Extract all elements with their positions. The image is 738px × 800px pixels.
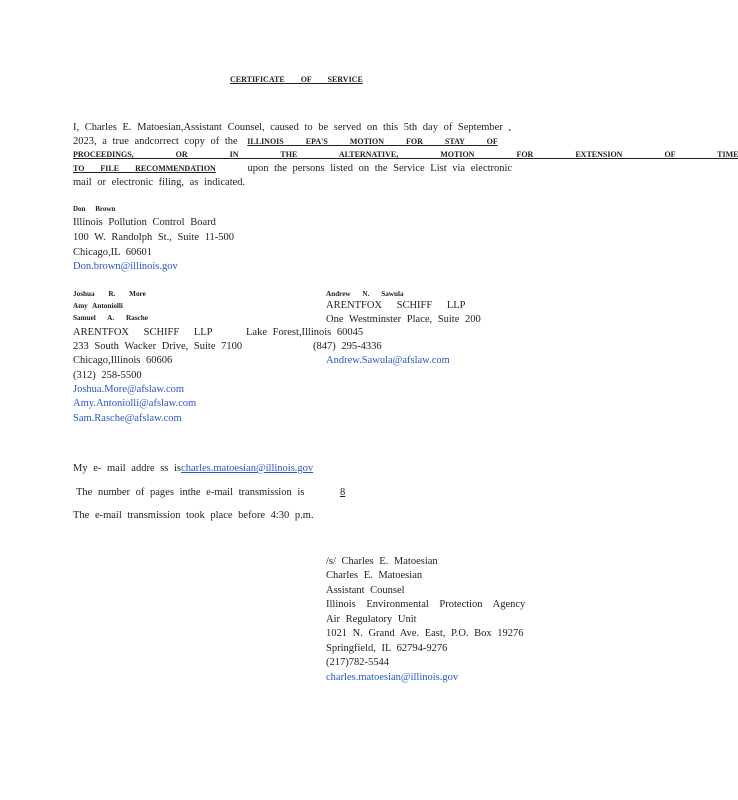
recipient-city: Chicago,IL 60601 — [73, 247, 153, 258]
intro-line-2 — [73, 135, 498, 149]
recipient-name: Andrew N. Sawula — [326, 290, 404, 298]
signer-phone: (217)782-5544 — [326, 657, 389, 668]
email-line — [73, 462, 343, 476]
intro-line-5: mail or electronic filing, as indicated. — [73, 177, 246, 188]
recipient-name: Don Brown — [73, 205, 116, 213]
signer-city: Springfield, IL 62794-9276 — [326, 643, 448, 654]
recipient-email[interactable]: Don.brown@illinois.gov — [73, 261, 178, 272]
time-line: The e-mail transmission took place before 4:30 p.m. — [73, 510, 314, 521]
recipient-name: Joshua R. More — [73, 290, 146, 298]
recipient-phone: (312) 258-5500 — [73, 370, 142, 381]
recipient-org: ARENTFOX SCHIFF LLP — [73, 327, 213, 338]
signer-unit: Air Regulatory Unit — [326, 614, 417, 625]
signer-title: Assistant Counsel — [326, 585, 405, 596]
pages-count: 8 — [339, 487, 346, 498]
intro-line-1: I, Charles E. Matoesian,Assistant Counsel, caused to be served on this 5th day of September , — [73, 122, 512, 133]
signer-agency: Illinois Environmental Protection Agency — [326, 599, 526, 610]
recipient-email[interactable]: Amy.Antoniolli@afslaw.com — [73, 398, 197, 409]
signer-email[interactable]: charles.matoesian@illinois.gov — [326, 672, 459, 683]
sender-email[interactable]: charles.matoesian@illinois.gov — [181, 463, 314, 474]
recipient-name: Samuel A. Rasche — [73, 314, 148, 322]
signature: /s/ Charles E. Matoesian — [326, 556, 438, 567]
motion-caption-2: PROCEEDINGS, OR IN THE ALTERNATIVE, MOTION FOR EXTENSION OF TIME — [73, 150, 738, 159]
recipient-email[interactable]: Joshua.More@afslaw.com — [73, 384, 185, 395]
recipient-email[interactable]: Andrew.Sawula@afslaw.com — [326, 355, 450, 366]
signer-address: 1021 N. Grand Ave. East, P.O. Box 19276 — [326, 628, 524, 639]
recipient-city: Chicago,Illinois 60606 — [73, 355, 173, 366]
recipient-address: One Westminster Place, Suite 200 — [326, 314, 481, 325]
motion-caption-3: TO FILE RECOMMENDATION — [73, 164, 216, 173]
recipient-city: Lake Forest,Illinois 60045 — [246, 327, 364, 338]
intro-line-4 — [73, 162, 512, 176]
recipient-phone: (847) 295-4336 — [313, 341, 382, 352]
motion-caption-1: ILLINOIS EPA'S MOTION FOR STAY OF — [247, 137, 498, 146]
signer-name: Charles E. Matoesian — [326, 570, 423, 581]
recipient-email[interactable]: Sam.Rasche@afslaw.com — [73, 413, 182, 424]
intro-line-4-text: upon the persons listed on the Service List via electronic — [247, 163, 513, 174]
page-title: CERTIFICATE OF SERVICE — [230, 75, 363, 84]
pages-line — [76, 486, 379, 500]
intro-line-2-text: 2023, a true andcorrect copy of the — [73, 136, 238, 147]
recipient-address: 233 South Wacker Drive, Suite 7100 — [73, 341, 243, 352]
pages-label: The number of pages inthe e-mail transmission is — [76, 487, 305, 498]
recipient-org: ARENTFOX SCHIFF LLP — [326, 300, 466, 311]
recipient-name: Amy Antoniolli — [73, 302, 123, 310]
email-label: My e- mail addre ss is — [73, 463, 182, 474]
recipient-org: Illinois Pollution Control Board — [73, 217, 216, 228]
recipient-address: 100 W. Randolph St., Suite 11-500 — [73, 232, 235, 243]
